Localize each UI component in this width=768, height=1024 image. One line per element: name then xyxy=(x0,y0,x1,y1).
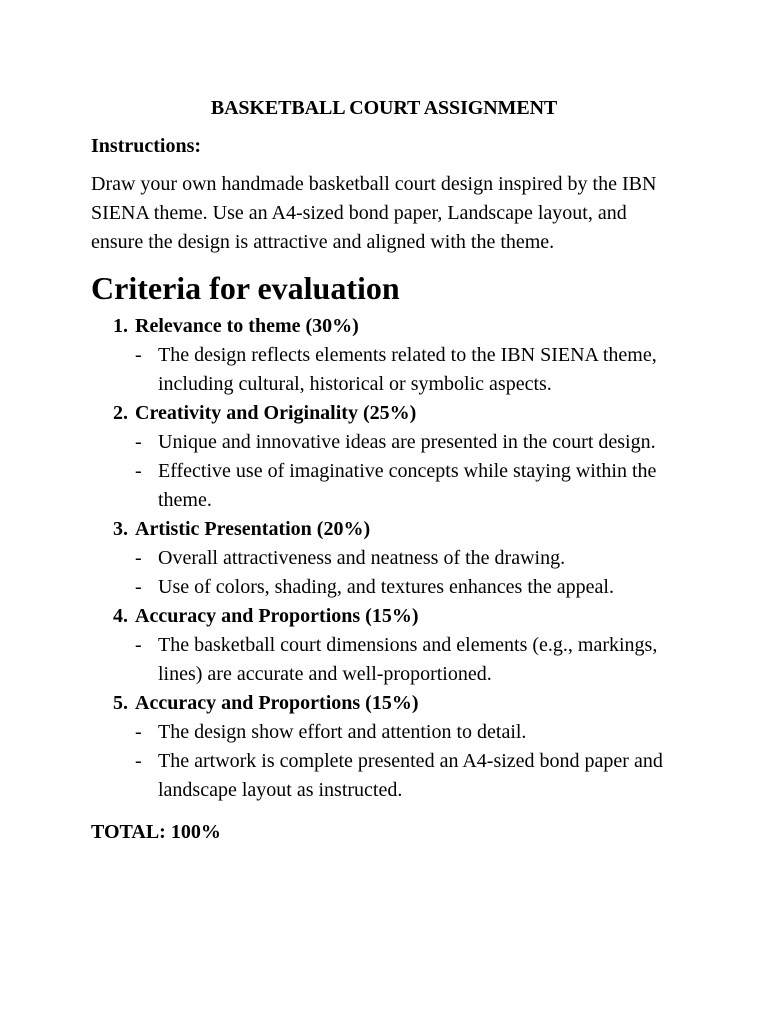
criterion-bullet xyxy=(135,631,691,689)
instructions-text: Draw your own handmade basketball court design inspired by the IBN SIENA theme. Use an A4-sized bond paper, Landscape layout, and ensure the design is attractive and aligned with the theme. xyxy=(91,173,657,253)
dash-bullet-icon: - xyxy=(135,721,142,743)
criterion-bullets xyxy=(135,544,691,602)
instructions-label: Instructions: xyxy=(91,135,202,157)
criteria-list xyxy=(91,312,691,805)
criterion-title: Accuracy and Proportions (15%) xyxy=(135,605,419,627)
criterion-title: Creativity and Originality (25%) xyxy=(135,402,417,424)
criterion-bullet xyxy=(135,544,691,573)
criterion-item xyxy=(91,689,691,805)
bullet-text: The design show effort and attention to detail. xyxy=(158,721,527,743)
dash-bullet-icon: - xyxy=(135,576,142,598)
dash-bullet-icon: - xyxy=(135,634,142,656)
dash-bullet-icon: - xyxy=(135,431,142,453)
criterion-heading xyxy=(113,602,691,631)
criterion-item xyxy=(91,399,691,515)
criterion-bullet xyxy=(135,573,691,602)
document-title: BASKETBALL COURT ASSIGNMENT xyxy=(210,97,558,119)
dash-bullet-icon: - xyxy=(135,750,142,772)
criterion-title: Relevance to theme (30%) xyxy=(135,315,359,337)
criterion-heading xyxy=(113,689,691,718)
criterion-bullets xyxy=(135,631,691,689)
criterion-title: Artistic Presentation (20%) xyxy=(135,518,371,540)
criterion-heading xyxy=(113,312,691,341)
criterion-bullets xyxy=(135,428,691,515)
criterion-bullet xyxy=(135,747,691,805)
criterion-number: 5. xyxy=(113,692,128,714)
dash-bullet-icon: - xyxy=(135,344,142,366)
criterion-bullets xyxy=(135,341,691,399)
bullet-text: Overall attractiveness and neatness of the drawing. xyxy=(158,547,566,569)
criterion-bullet xyxy=(135,718,691,747)
criterion-bullet xyxy=(135,428,691,457)
bullet-text: The basketball court dimensions and elements (e.g., markings, lines) are accurate and well-proportioned. xyxy=(158,634,658,685)
document-page xyxy=(91,95,691,845)
criterion-title: Accuracy and Proportions (15%) xyxy=(135,692,419,714)
criterion-bullets xyxy=(135,718,691,805)
criterion-number: 3. xyxy=(113,518,128,540)
criterion-heading xyxy=(113,515,691,544)
criteria-heading: Criteria for evaluation xyxy=(91,270,400,306)
criterion-item xyxy=(91,515,691,602)
dash-bullet-icon: - xyxy=(135,547,142,569)
criterion-item xyxy=(91,602,691,689)
bullet-text: The artwork is complete presented an A4-sized bond paper and landscape layout as instructed. xyxy=(158,750,663,801)
dash-bullet-icon: - xyxy=(135,460,142,482)
bullet-text: Use of colors, shading, and textures enhances the appeal. xyxy=(158,576,614,598)
bullet-text: Unique and innovative ideas are presented in the court design. xyxy=(158,431,656,453)
bullet-text: Effective use of imaginative concepts while staying within the theme. xyxy=(158,460,657,511)
criterion-number: 2. xyxy=(113,402,128,424)
total-score: TOTAL: 100% xyxy=(91,821,221,843)
bullet-text: The design reflects elements related to the IBN SIENA theme, including cultural, historical or symbolic aspects. xyxy=(158,344,657,395)
criterion-item xyxy=(91,312,691,399)
criterion-bullet xyxy=(135,457,691,515)
criterion-number: 4. xyxy=(113,605,128,627)
criterion-bullet xyxy=(135,341,691,399)
criterion-heading xyxy=(113,399,691,428)
criterion-number: 1. xyxy=(113,315,128,337)
